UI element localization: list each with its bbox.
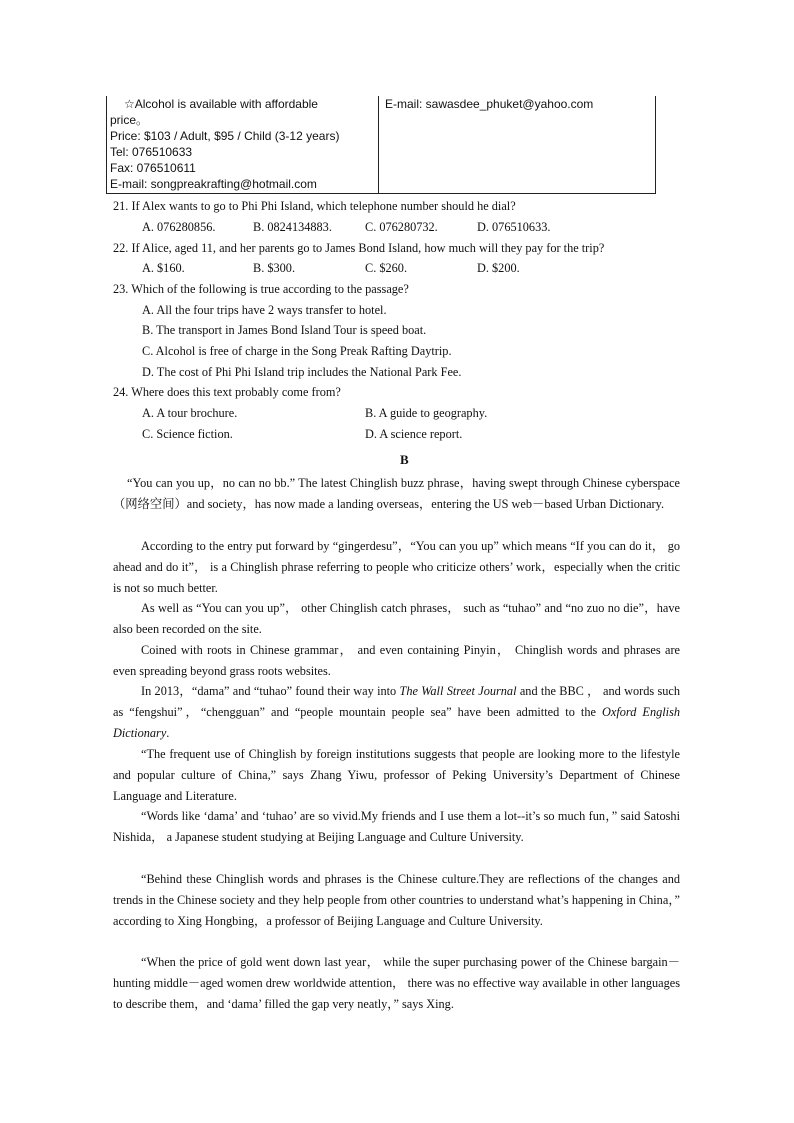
- rafting-info-cell: [107, 96, 379, 193]
- p2-text: According to the entry put forward by “gingerdesu”，“You can you up” which means “If you can do it， go ahead and do it”， is a Chinglish phrase referring to people who criticize others’ work，especially when the critic is not so much better.: [113, 539, 680, 595]
- q21-option-b: B. 0824134883.: [253, 220, 332, 234]
- sawasdee-email: E-mail: sawasdee_phuket@yahoo.com: [385, 97, 594, 111]
- q22-option-d: D. $200.: [477, 261, 520, 275]
- passage-paragraph-8: [113, 869, 680, 931]
- price-line: Price: $103 / Adult, $95 / Child (3-12 years): [110, 129, 340, 143]
- q21-option-d: D. 076510633.: [477, 220, 551, 234]
- q24-option-d: D. A science report.: [365, 427, 463, 441]
- p5-text-c: .: [166, 725, 170, 740]
- q24-option-b: B. A guide to geography.: [365, 406, 488, 420]
- passage-paragraph-5: [113, 681, 680, 743]
- passage-paragraph-9: [113, 952, 680, 1014]
- q23-option-b: B. The transport in James Bond Island Tour is speed boat.: [142, 323, 427, 337]
- passage-paragraph-2: [113, 536, 680, 598]
- q21-option-c: C. 076280732.: [365, 220, 438, 234]
- tour-info-table: [106, 96, 656, 194]
- q24-option-a: A. A tour brochure.: [142, 406, 238, 420]
- question-21: 21. If Alex wants to go to Phi Phi Island, which telephone number should he dial?: [113, 199, 516, 213]
- p5-text-a: In 2013，“dama” and “tuhao” found their way into: [141, 684, 400, 698]
- passage-paragraph-4: [113, 640, 680, 682]
- alcohol-note: ☆Alcohol is available with affordable: [124, 97, 318, 111]
- alcohol-note-cont: price。: [110, 113, 149, 127]
- q21-option-a: A. 076280856.: [142, 220, 216, 234]
- passage-paragraph-7: [113, 806, 680, 848]
- q24-option-c: C. Science fiction.: [142, 427, 233, 441]
- p5-text-b: and the BBC ， and words such as “fengshui”，“chengguan” and “people mountain people sea” have been admitted to the: [113, 684, 681, 719]
- q22-option-b: B. $300.: [253, 261, 296, 275]
- oed-title: Oxford English Dictionary: [113, 704, 681, 740]
- section-b-heading: B: [400, 452, 409, 467]
- q23-option-c: C. Alcohol is free of charge in the Song Preak Rafting Daytrip.: [142, 344, 452, 358]
- email-line: E-mail: songpreakrafting@hotmail.com: [110, 177, 317, 191]
- p7-text: “Words like ‘dama’ and ‘tuhao’ are so vivid.My friends and I use them a lot--it’s so much fun，” said Satoshi Nishida， a Japanese student studying at Beijing Language and Culture University.: [113, 809, 680, 844]
- passage-paragraph-1: [113, 473, 680, 515]
- q23-option-a: A. All the four trips have 2 ways transfer to hotel.: [142, 303, 387, 317]
- p1-text: “You can you up，no can no bb.” The latest Chinglish buzz phrase，having swept through Chinese cyberspace（网络空间）and society，has now made a landing overseas，entering the US web－based Urban Dictionary.: [113, 476, 680, 511]
- wsj-title: The Wall Street Journal: [399, 684, 517, 698]
- q22-option-c: C. $260.: [365, 261, 408, 275]
- question-22: 22. If Alice, aged 11, and her parents go to James Bond Island, how much will they pay for the trip?: [113, 241, 605, 255]
- question-24: 24. Where does this text probably come from?: [113, 385, 341, 399]
- p6-text: “The frequent use of Chinglish by foreign institutions suggests that people are looking more to the lifestyle and popular culture of China,” says Zhang Yiwu, professor of Peking University’s Department of Chinese Language and Literature.: [113, 747, 680, 803]
- q22-option-a: A. $160.: [142, 261, 185, 275]
- q23-option-d: D. The cost of Phi Phi Island trip includes the National Park Fee.: [142, 365, 462, 379]
- p4-text: Coined with roots in Chinese grammar， and even containing Pinyin， Chinglish words and phrases are even spreading beyond grass roots websites.: [113, 643, 680, 678]
- passage-paragraph-6: [113, 744, 680, 806]
- p8-text: “Behind these Chinglish words and phrases is the Chinese culture.They are reflections of the changes and trends in the Chinese society and they help people from other countries to understand what’s happening in China，” according to Xing Hongbing，a professor of Beijing Language and Culture University.: [113, 872, 680, 928]
- fax-line: Fax: 076510611: [110, 161, 196, 175]
- p9-text: “When the price of gold went down last year， while the super purchasing power of the Chinese bargain－hunting middle－aged women drew worldwide attention， there was no effective way available in other languages to describe them，and ‘dama’ filled the gap very neatly，” says Xing.: [113, 955, 680, 1011]
- p3-text: As well as “You can you up”， other Chinglish catch phrases， such as “tuhao” and “no zuo no die”，have also been recorded on the site.: [113, 601, 680, 636]
- tel-line: Tel: 076510633: [110, 145, 193, 159]
- passage-paragraph-3: [113, 598, 680, 640]
- question-23: 23. Which of the following is true according to the passage?: [113, 282, 409, 296]
